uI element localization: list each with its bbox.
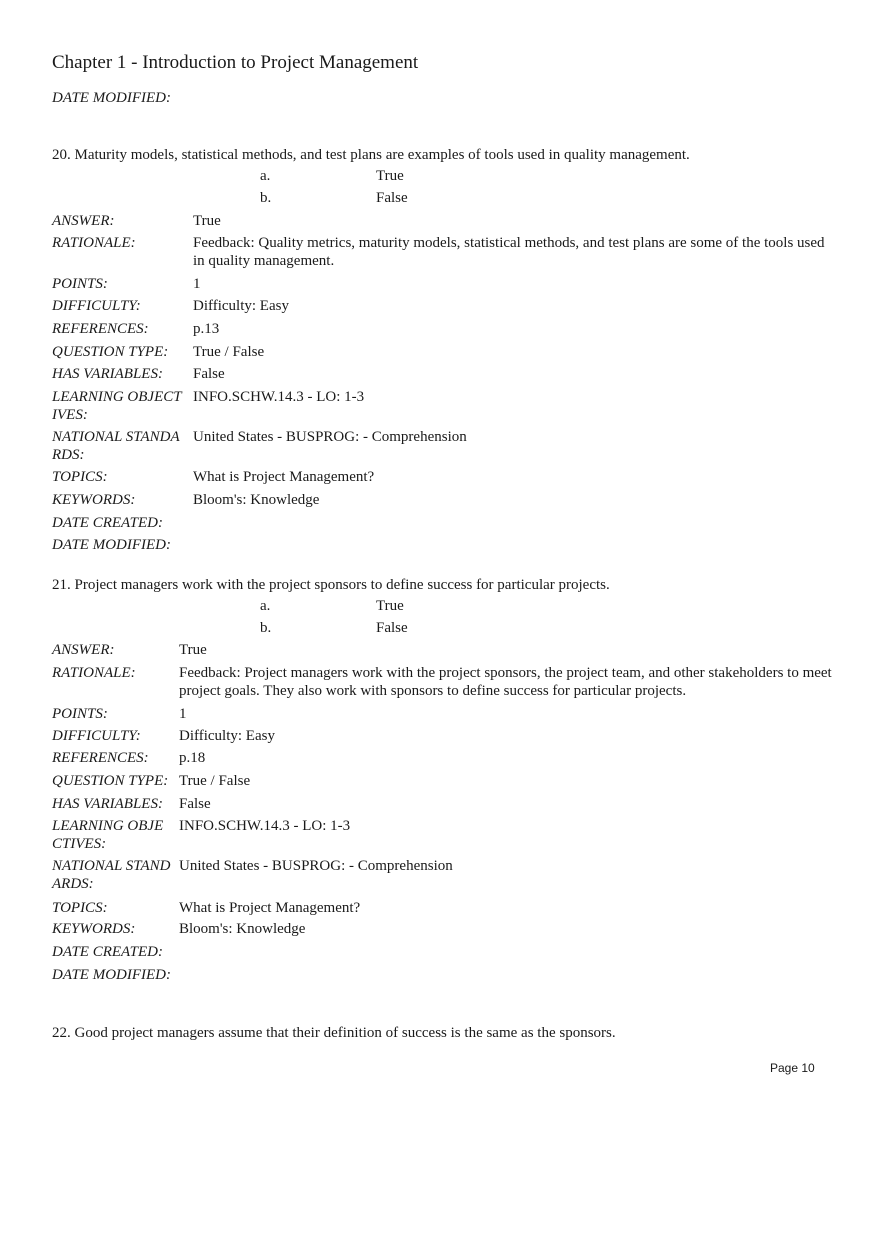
topics-label: TOPICS: (52, 900, 108, 916)
national-standards-label-line1: NATIONAL STAND (52, 858, 171, 874)
question-type-value: True / False (193, 344, 265, 360)
has-variables-label: HAS VARIABLES: (52, 366, 163, 382)
learning-objectives-label-line1: LEARNING OBJE (52, 818, 164, 834)
has-variables-value: False (179, 796, 211, 812)
rationale-label: RATIONALE: (52, 665, 136, 681)
references-label: REFERENCES: (52, 321, 149, 337)
question-type-label: QUESTION TYPE: (52, 344, 169, 360)
keywords-value: Bloom's: Knowledge (193, 492, 320, 508)
page-title: Chapter 1 - Introduction to Project Management (52, 52, 419, 73)
answer-value: True (179, 642, 207, 658)
national-standards-label-line2: ARDS: (52, 876, 94, 892)
date-created-label: DATE CREATED: (52, 944, 163, 960)
learning-objectives-label-line1: LEARNING OBJECT (52, 389, 182, 405)
option-a-text: True (376, 598, 404, 614)
difficulty-label: DIFFICULTY: (52, 728, 141, 744)
option-a-letter: a. (260, 168, 271, 184)
difficulty-label: DIFFICULTY: (52, 298, 141, 314)
answer-label: ANSWER: (52, 642, 115, 658)
date-modified-label: DATE MODIFIED: (52, 537, 171, 553)
question-type-value: True / False (179, 773, 251, 789)
keywords-label: KEYWORDS: (52, 492, 136, 508)
national-standards-label-line2: RDS: (52, 447, 85, 463)
date-modified-label: DATE MODIFIED: (52, 967, 171, 983)
question-22-text: 22. Good project managers assume that their definition of success is the same as the sponsors. (52, 1025, 616, 1041)
references-label: REFERENCES: (52, 750, 149, 766)
learning-objectives-value: INFO.SCHW.14.3 - LO: 1-3 (193, 389, 365, 405)
topics-value: What is Project Management? (179, 900, 361, 916)
learning-objectives-label-line2: IVES: (52, 407, 88, 423)
page-number: Page 10 (770, 1061, 815, 1075)
learning-objectives-value: INFO.SCHW.14.3 - LO: 1-3 (179, 818, 351, 834)
points-value: 1 (179, 706, 187, 722)
answer-value: True (193, 213, 221, 229)
keywords-label: KEYWORDS: (52, 921, 136, 937)
keywords-value: Bloom's: Knowledge (179, 921, 306, 937)
has-variables-value: False (193, 366, 225, 382)
national-standards-value: United States - BUSPROG: - Comprehension (193, 429, 467, 445)
points-value: 1 (193, 276, 201, 292)
national-standards-value: United States - BUSPROG: - Comprehension (179, 858, 453, 874)
question-text: 21. Project managers work with the project sponsors to define success for particular projects. (52, 577, 610, 593)
answer-label: ANSWER: (52, 213, 115, 229)
references-value: p.13 (193, 321, 220, 337)
topics-value: What is Project Management? (193, 469, 375, 485)
points-label: POINTS: (52, 706, 108, 722)
difficulty-value: Difficulty: Easy (179, 728, 275, 744)
option-b-text: False (376, 190, 408, 206)
national-standards-label-line1: NATIONAL STANDA (52, 429, 180, 445)
topics-label: TOPICS: (52, 469, 108, 485)
option-a-text: True (376, 168, 404, 184)
references-value: p.18 (179, 750, 206, 766)
question-type-label: QUESTION TYPE: (52, 773, 169, 789)
learning-objectives-label-line2: CTIVES: (52, 836, 107, 852)
option-a-letter: a. (260, 598, 271, 614)
rationale-value: Feedback: Project managers work with the project sponsors, the project team, and other stakeholders to meet project goals. They also work with sponsors to define success for particular projects. (179, 665, 832, 699)
question-text: 20. Maturity models, statistical methods, and test plans are examples of tools used in quality management. (52, 147, 690, 163)
option-b-letter: b. (260, 620, 272, 636)
date-created-label: DATE CREATED: (52, 515, 163, 531)
rationale-label: RATIONALE: (52, 235, 136, 251)
has-variables-label: HAS VARIABLES: (52, 796, 163, 812)
difficulty-value: Difficulty: Easy (193, 298, 289, 314)
points-label: POINTS: (52, 276, 108, 292)
option-b-letter: b. (260, 190, 272, 206)
option-b-text: False (376, 620, 408, 636)
rationale-value: Feedback: Quality metrics, maturity models, statistical methods, and test plans are some of the tools used in quality management. (193, 235, 825, 269)
date-modified-label: DATE MODIFIED: (52, 90, 171, 106)
